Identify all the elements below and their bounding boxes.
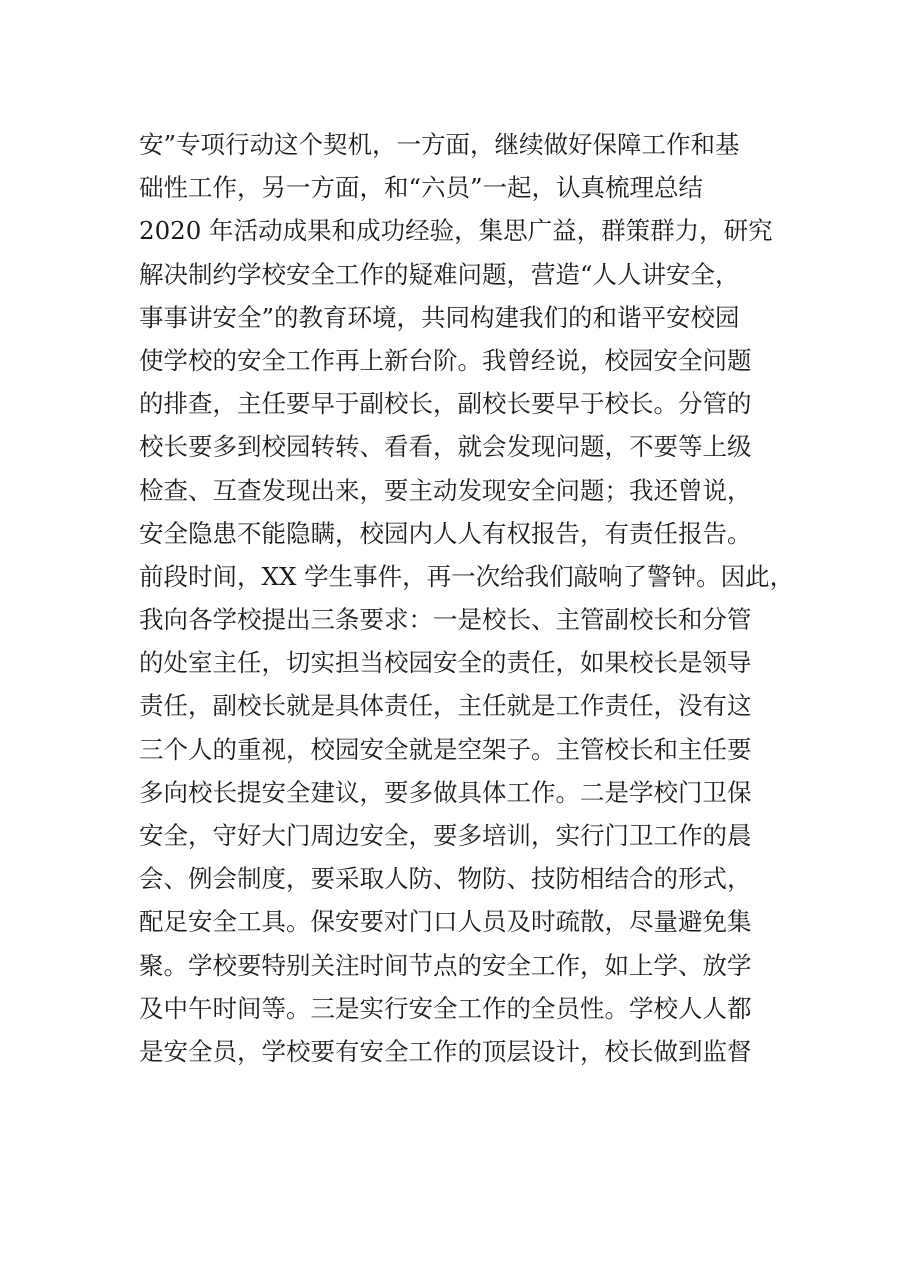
- text-line: 安全隐患不能隐瞒，校园内人人有权报告，有责任报告。: [139, 518, 752, 548]
- text-line: 配足安全工具。保安要对门口人员及时疏散，尽量避免集: [139, 907, 752, 937]
- text-line: 检查、互查发现出来，要主动发现安全问题；我还曾说，: [139, 475, 752, 505]
- text-line: 校长要多到校园转转、看看，就会发现问题，不要等上级: [139, 432, 752, 462]
- text-line: 2020 年活动成果和成功经验，集思广益，群策群力，研究: [139, 216, 773, 246]
- text-line: 我向各学校提出三条要求：一是校长、主管副校长和分管: [139, 605, 752, 635]
- text-line: 解决制约学校安全工作的疑难问题，营造“人人讲安全，: [139, 259, 740, 289]
- text-line: 三个人的重视，校园安全就是空架子。主管校长和主任要: [139, 734, 752, 764]
- text-line: 聚。学校要特别关注时间节点的安全工作，如上学、放学: [139, 950, 752, 980]
- text-line: 是安全员，学校要有安全工作的顶层设计，校长做到监督: [139, 1036, 752, 1066]
- text-line: 多向校长提安全建议，要多做具体工作。二是学校门卫保: [139, 777, 752, 807]
- text-line: 会、例会制度，要采取人防、物防、技防相结合的形式，: [139, 864, 752, 894]
- text-line: 的处室主任，切实担当校园安全的责任，如果校长是领导: [139, 648, 752, 678]
- text-line: 责任，副校长就是具体责任，主任就是工作责任，没有这: [139, 691, 752, 721]
- body-text: [139, 123, 795, 1073]
- text-line: 及中午时间等。三是实行安全工作的全员性。学校人人都: [139, 993, 752, 1023]
- text-line: 础性工作，另一方面，和“六员”一起，认真梳理总结: [139, 173, 704, 203]
- text-line: 安全，守好大门周边安全，要多培训，实行门卫工作的晨: [139, 821, 752, 850]
- text-line: 的排查，主任要早于副校长，副校长要早于校长。分管的: [139, 389, 752, 419]
- text-line: 前段时间，XX 学生事件，再一次给我们敲响了警钟。因此，: [139, 561, 795, 591]
- text-line: 事事讲安全”的教育环境，共同构建我们的和谐平安校园: [139, 302, 740, 332]
- text-line: 使学校的安全工作再上新台阶。我曾经说，校园安全问题: [139, 345, 752, 375]
- text-line: 安”专项行动这个契机，一方面，继续做好保障工作和基: [139, 130, 740, 159]
